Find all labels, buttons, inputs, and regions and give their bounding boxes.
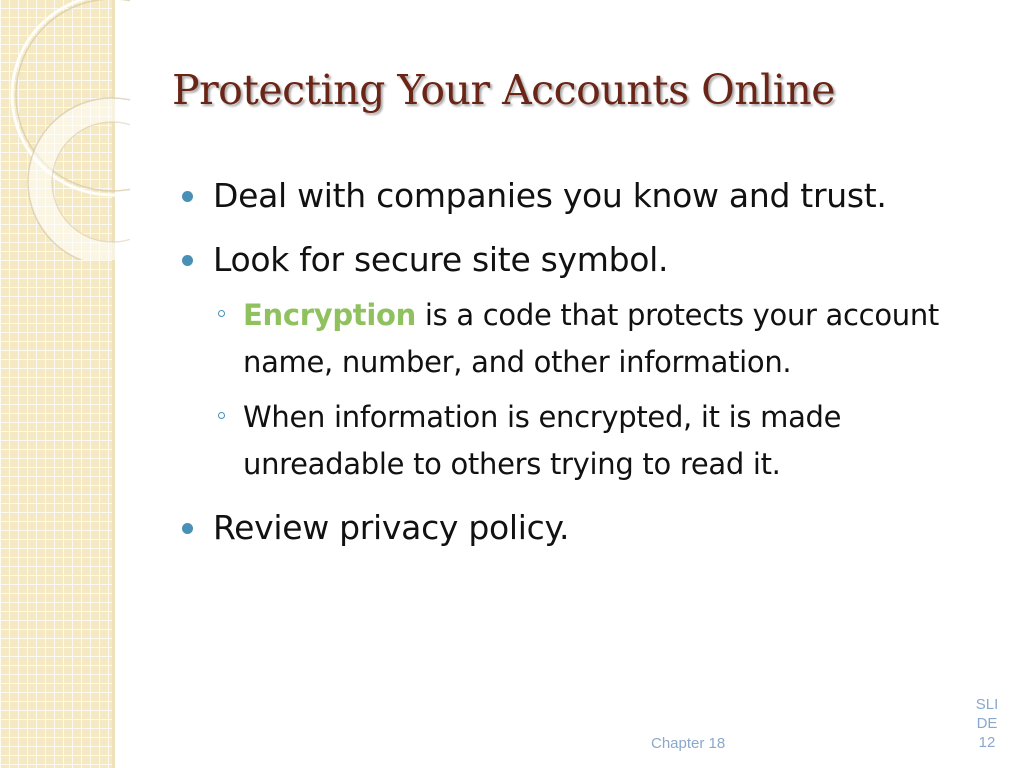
bullet-item: [182, 504, 1002, 552]
slide-number-value: 12: [978, 734, 996, 751]
footer-chapter: Chapter 18: [651, 735, 726, 752]
decorative-circles: [0, 0, 130, 260]
bullet-item: [182, 236, 1002, 284]
slide-title: Protecting Your Accounts Online: [172, 66, 836, 114]
sub-bullet-item: [182, 394, 1002, 488]
sub-bullet-text: is a code that protects your account name, number, and other information.: [243, 298, 939, 379]
bullet-text: Review privacy policy.: [213, 508, 570, 547]
bullet-dot-icon: [182, 523, 193, 534]
bullet-text: Deal with companies you know and trust.: [213, 176, 887, 215]
sub-bullet-text: When information is encrypted, it is made unreadable to others trying to read it.: [243, 400, 842, 481]
slide-content: [182, 172, 1002, 568]
slide-label: SLIDE: [975, 696, 999, 732]
sub-bullet-item: [182, 292, 1002, 386]
slide-number: [972, 695, 1002, 752]
highlight-term: Encryption: [243, 298, 416, 332]
bullet-dot-icon: [182, 191, 193, 202]
sub-bullet-ring-icon: [218, 412, 225, 419]
bullet-item: [182, 172, 1002, 220]
bullet-text: Look for secure site symbol.: [213, 240, 669, 279]
bullet-dot-icon: [182, 255, 193, 266]
sub-bullet-ring-icon: [218, 310, 225, 317]
ring-decoration: [40, 110, 130, 254]
